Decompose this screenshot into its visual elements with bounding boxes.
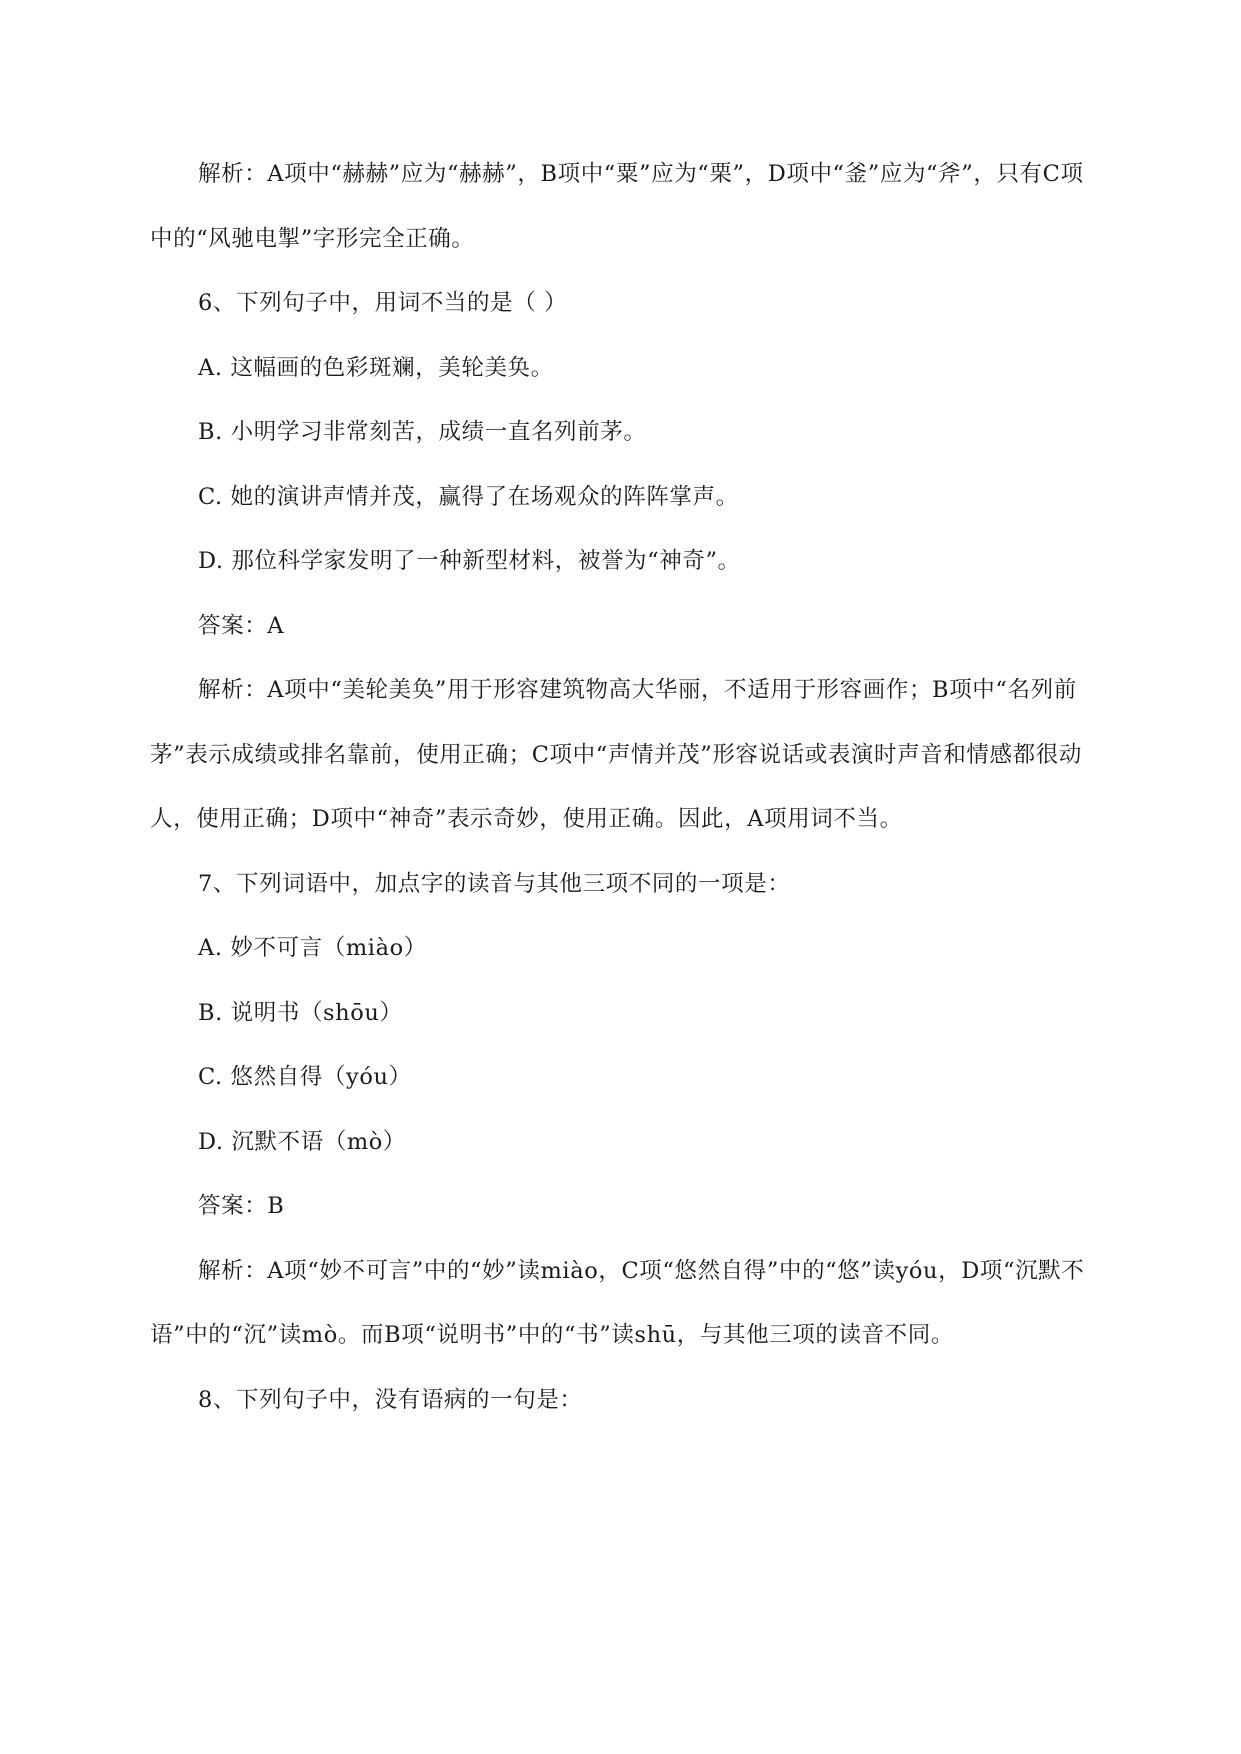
q6-option-c: C. 她的演讲声情并茂，赢得了在场观众的阵阵掌声。 <box>198 483 739 510</box>
q7-answer: 答案：B <box>198 1193 285 1219</box>
question-7: 7、下列词语中，加点字的读音与其他三项不同的一项是： <box>198 870 791 897</box>
analysis-paragraph: 解析：A项中“赫赫”应为“赫赫”，B项中“粟”应为“栗”，D项中“釜”应为“斧”，只有C项中的“风驰电掣”字形完全正确。 <box>150 161 1084 252</box>
q7-option-d: D. 沉默不语（mò） <box>198 1128 407 1155</box>
document-body <box>150 142 1095 1432</box>
question-8: 8、下列句子中，没有语病的一句是： <box>198 1386 583 1413</box>
q6-answer: 答案：A <box>198 612 285 639</box>
q7-option-a: A. 妙不可言（miào） <box>198 935 427 961</box>
q7-option-b: B. 说明书（shōu） <box>198 999 403 1026</box>
q6-analysis: 解析：A项中“美轮美奂”用于形容建筑物高大华丽，不适用于形容画作；B项中“名列前茅”表示成绩或排名靠前，使用正确；C项中“声情并茂”形容说话或表演时声音和情感都很动人，使用正确；D项中“神奇”表示奇妙，使用正确。因此，A项用词不当。 <box>150 677 1082 832</box>
q7-option-c: C. 悠然自得（yóu） <box>198 1064 412 1090</box>
q7-analysis: 解析：A项“妙不可言”中的“妙”读miào，C项“悠然自得”中的“悠”读yóu，D项“沉默不语”中的“沉”读mò。而B项“说明书”中的“书”读shū，与其他三项的读音不同。 <box>150 1257 1085 1348</box>
q6-option-a: A. 这幅画的色彩斑斓，美轮美奂。 <box>198 354 554 381</box>
q6-option-b: B. 小明学习非常刻苦，成绩一直名列前茅。 <box>198 419 647 445</box>
q6-option-d: D. 那位科学家发明了一种新型材料，被誉为“神奇”。 <box>198 548 741 574</box>
question-6: 6、下列句子中，用词不当的是（ ） <box>198 290 568 316</box>
